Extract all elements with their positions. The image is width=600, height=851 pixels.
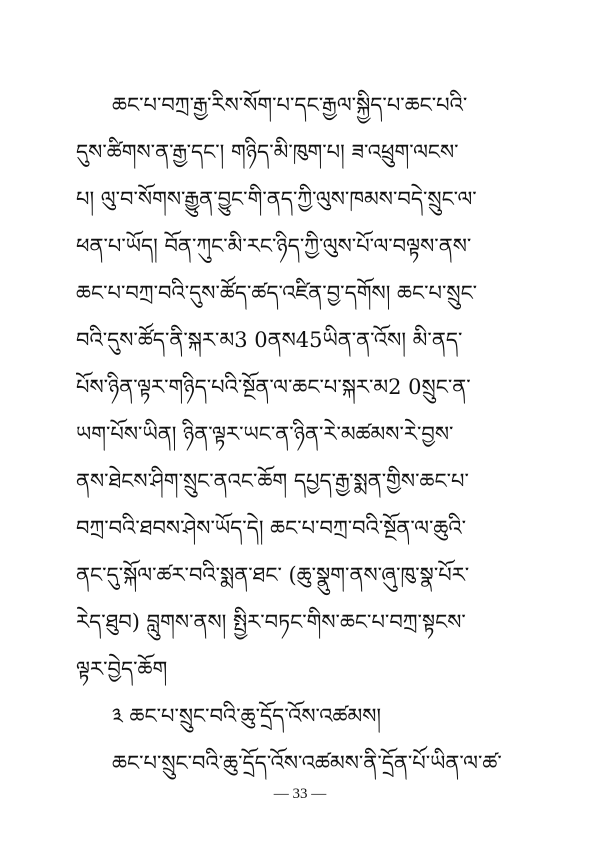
section-heading: ༣ ཆང་པ་སྲུང་བའི་ཆུ་དྲོད་འོས་འཚམས། [112,704,382,728]
text-line: ལྟར་བྱེད་ཆོག [76,657,168,681]
page-number: — 33 — [273,786,327,802]
text-line: ནས་ཐེངས་ཤིག་སྲུང་ནའང་ཆོག དཔྱད་རྒྱ་སྨན་གྱིས་ཆང་པ་ [76,469,469,493]
text-line: བའི་དུས་ཚོད་ནི་སྐར་མ3 0ནས45ཡིན་ན་འོས། མི་ནད་ [76,328,463,352]
text-line: ཆང་པ་བཀྲ་བའི་དུས་ཚོད་ཚད་འཛིན་བྱ་དགོས། ཆང་པ་སྲུང་ [76,281,478,305]
text-line: པ། ལུ་བ་སོགས་རྒྱུན་བྱུང་གི་ནད་ཀྱི་ལུས་ཁམས་བདེ་སྲུང་ལ་ [76,187,477,211]
text-line: ཡག་པོས་ཡིན། ཉིན་ལྟར་ཡང་ན་ཉིན་རེ་མཚམས་རེ་བྱས་ [76,422,454,446]
text-line: དུས་ཚིགས་ན་རྒྱ་དང་། གཉིད་མི་ཁུག་པ། ཟ་འཕྲུག་ལངས་ [76,140,459,164]
text-line: བཀྲ་བའི་ཐབས་ཤེས་ཡོད་དེ། ཆང་པ་བཀྲ་བའི་སྔོན་ལ་ཆུའི་ [76,516,467,540]
text-line: ནང་དུ་སྐོལ་ཚར་བའི་སྨན་ཐང་ (ཆུ་སྣུག་ནས་ཞུ་ཁུ་སྣ་པོར་ [76,563,470,587]
text-line: རེད་ཐུབ) བླུགས་ནས། སྤྱིར་བཏང་གིས་ཆང་པ་བཀྲ་སྟངས་ [76,610,466,634]
text-line: ཆང་པ་སྲུང་བའི་ཆུ་དྲོད་འོས་འཚམས་ནི་དྲོན་པོ་ཡིན་ལ་ཚ་ [112,751,502,775]
body-text [76,82,538,787]
text-line: ཆང་པ་བཀྲ་རྒྱ་རིས་སོག་པ་དང་རྒྱལ་སྐྱིད་པ་ཆང་པའི་ [112,93,468,117]
text-line: ཕན་པ་ཡོད། བོན་ཀུང་མི་རང་ཉིད་ཀྱི་ལུས་པོ་ལ་བལྟས་ནས་ [76,234,472,258]
text-line: པོས་ཉིན་ལྟར་གཉིད་པའི་སྔོན་ལ་ཆང་པ་སྐར་མ2 0སྲུང་ན་ [76,375,471,399]
